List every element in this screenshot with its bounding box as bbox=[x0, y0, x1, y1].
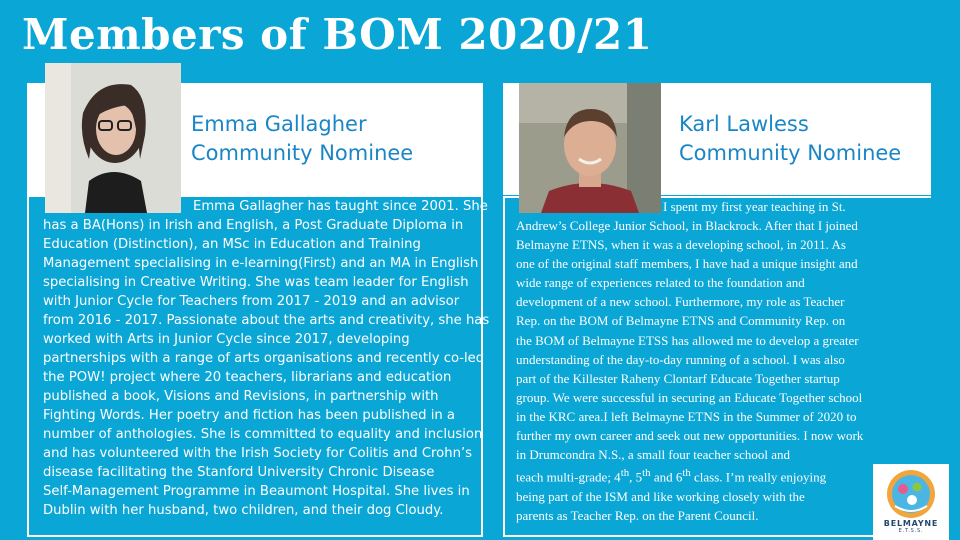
member-card-karl bbox=[503, 83, 931, 537]
bio-line: in the KRC area.I left Belmayne ETNS in the Summer of 2020 to bbox=[516, 408, 857, 424]
bio-line: has a BA(Hons) in Irish and English, a Post Graduate Diploma in bbox=[43, 218, 464, 233]
bio-line: Education (Distinction), an MSc in Education and Training bbox=[43, 237, 421, 252]
bio-line: the POW! project where 20 teachers, librarians and education bbox=[43, 370, 452, 385]
bio-text: teach multi-grade; 4 bbox=[516, 469, 621, 485]
bio-line: part of the Killester Raheny Clontarf Educate Together startup bbox=[516, 370, 840, 386]
bio-line-grades bbox=[516, 464, 863, 486]
logo-name: BELMAYNE bbox=[883, 519, 939, 528]
logo-emblem-icon bbox=[873, 464, 949, 520]
bio-line: understanding of the day-to-day running of a school. I was also bbox=[516, 351, 845, 367]
member-name-block bbox=[679, 110, 901, 168]
bio-line: development of a new school. Furthermore, my role as Teacher bbox=[516, 294, 845, 310]
bio-line: worked with Arts in Junior Cycle since 2017, developing bbox=[43, 332, 410, 347]
school-logo bbox=[873, 464, 949, 540]
bio-line: being part of the ISM and like working closely with the bbox=[516, 488, 805, 504]
bio-line: the BOM of Belmayne ETSS has allowed me to develop a greater bbox=[516, 332, 859, 348]
member-bio bbox=[516, 216, 863, 525]
bio-line: group. We were successful in securing an Educate Together school bbox=[516, 389, 863, 405]
member-photo-karl bbox=[519, 83, 661, 213]
bio-superscript: th bbox=[642, 467, 651, 480]
bio-line: Self-Management Programme in Beaumont Hospital. She lives in bbox=[43, 484, 470, 499]
bio-line: Management specialising in e-learning(First) and an MA in English bbox=[43, 256, 479, 271]
member-bio-first-line: Emma Gallagher has taught since 2001. She bbox=[193, 199, 488, 214]
member-name-block bbox=[191, 110, 413, 168]
bio-line: Fighting Words. Her poetry and fiction has been published in a bbox=[43, 408, 455, 423]
member-role: Community Nominee bbox=[679, 141, 902, 165]
bio-line: specialising in Creative Writing. She was team leader for English bbox=[43, 275, 469, 290]
logo-text bbox=[873, 519, 949, 534]
bio-superscript: th bbox=[682, 467, 691, 480]
bio-superscript: th bbox=[620, 467, 630, 480]
bio-text: class. I’m really enjoying bbox=[690, 469, 827, 485]
bio-line: wide range of experiences related to the foundation and bbox=[516, 275, 805, 291]
bio-line: disease facilitating the Stanford University Chronic Disease bbox=[43, 465, 435, 480]
member-name: Karl Lawless bbox=[679, 112, 809, 136]
bio-line: published a book, Visions and Revisions, in partnership with bbox=[43, 389, 439, 404]
bio-line: one of the original staff members, I have had a unique insight and bbox=[516, 256, 858, 272]
member-role: Community Nominee bbox=[191, 141, 414, 165]
bio-line: Dublin with her husband, two children, and their dog Cloudy. bbox=[43, 503, 444, 518]
bio-line: further my own career and seek out new opportunities. I now work bbox=[516, 428, 864, 444]
member-photo-emma bbox=[45, 63, 181, 213]
member-bio bbox=[43, 216, 489, 520]
member-card-emma bbox=[27, 83, 490, 537]
member-name: Emma Gallagher bbox=[191, 112, 367, 136]
bio-line: Rep. on the BOM of Belmayne ETNS and Community Rep. on bbox=[516, 313, 846, 329]
bio-line: with Junior Cycle for Teachers from 2017 - 2019 and an advisor bbox=[43, 294, 460, 309]
bio-line: in Drumcondra N.S., a small four teacher school and bbox=[516, 447, 791, 463]
bio-line: and has volunteered with the Irish Society for Colitis and Crohn’s bbox=[43, 446, 473, 461]
slide-title: Members of BOM 2020/21 bbox=[22, 10, 653, 59]
logo-subtext: E.T.S.S. bbox=[898, 528, 924, 534]
member-bio-first-line: I spent my first year teaching in St. bbox=[663, 199, 846, 214]
bio-text: and 6 bbox=[650, 469, 683, 485]
bio-text: , 5 bbox=[629, 469, 643, 485]
bio-line: parents as Teacher Rep. on the Parent Council. bbox=[516, 507, 759, 523]
bio-line: Belmayne ETNS, when it was a developing school, in 2011. As bbox=[516, 237, 846, 253]
bio-line: partnerships with a range of arts organisations and recently co-led bbox=[43, 351, 485, 366]
bio-line: number of anthologies. She is committed to equality and inclusion bbox=[43, 427, 483, 442]
bio-line: Andrew’s College Junior School, in Blackrock. After that I joined bbox=[516, 218, 858, 233]
bio-line: from 2016 - 2017. Passionate about the arts and creativity, she has bbox=[43, 313, 490, 328]
